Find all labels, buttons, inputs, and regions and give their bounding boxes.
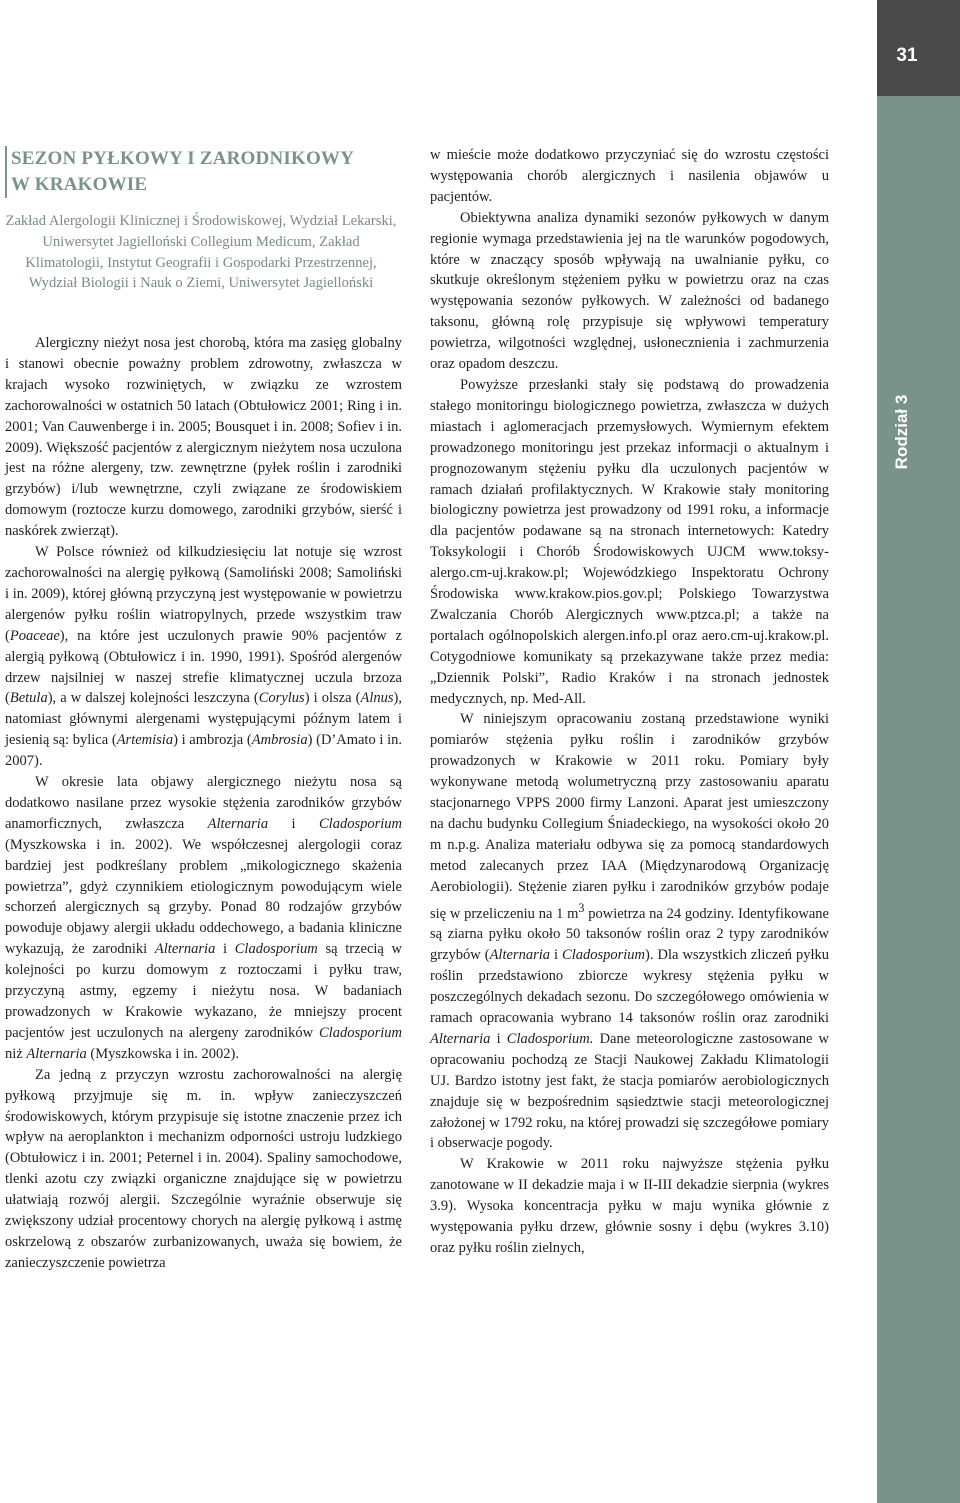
taxon-name: Alternaria bbox=[489, 947, 550, 964]
paragraph: Powyższe przesłanki stały się podstawą do prowadzenia stałego monitoringu biologicznego powietrza, zwłaszcza w dużych miastach i aglomeracjach przemysłowych. Wymiernym efektem prowadzonego monitoringu jest przekaz informacji o aktualnym i prognozowanym stężeniu pyłku dla uczulonych pacjentów w ramach działań profilaktycznych. W Krakowie stały monitoring biologiczny powietrza jest prowadzony od 1991 roku, a informacje dla pacjentów podawane są na stronach internetowych: Katedry Toksykologii i Chorób Środowiskowych UJCM www.toksy-alergo.cm-uj.krakow.pl; Wojewódzkiego Inspektoratu Ochrony Środowiska www.krakow.pios.gov.pl; Polskiego Towarzystwa Zwalczania Chorób Alergicznych www.ptzca.pl; a także na portalach ogólnopolskich alergen.info.pl oraz aero.cm-uj.krakow.pl. Cotygodniowe komunikaty są przekazywane także przez media: „Dziennik Polski”, Radio Kraków i na stronach jednostek medycznych, np. Med-All. bbox=[430, 376, 829, 707]
taxon-name: Cladosporium. bbox=[506, 1030, 594, 1047]
paragraph: W Krakowie w 2011 roku najwyższe stężenia pyłku zanotowane w II dekadzie maja i w II-III dekadzie sierpnia (wykres 3.9). Wysoka koncentracja pyłku w maju wynika głównie z występowania pyłku drzew, głównie sosny i dębu (wykres 3.10) oraz pyłku roślin zielnych, bbox=[430, 1156, 829, 1256]
taxon-name: Alternaria bbox=[207, 815, 269, 832]
paragraph: W okresie lata objawy alergicznego nieżytu nosa są dodatkowo nasilane przez wysokie stężenia zarodników grzybów anamorficznych, zwłaszcza Alternaria i Cladosporium (Myszkowska i in. 2002). We współczesnej alergologii coraz bardziej jest podkreślany problem „mikologicznego skażenia powietrza”, gdyż czynnikiem etiologicznym powodującym wiele schorzeń alergicznych są grzyby. Ponad 80 rodzajów grzybów powoduje objawy alergii układu oddechowego, a badania kliniczne wykazują, że zarodniki Alternaria i Cladosporium są trzecią w kolejności po kurzu domowym z roztoczami i pyłku traw, przyczyną astmy, egzemy i nieżytu nosa. W badaniach prowadzonych w Krakowie wykazano, że mniejszy procent pacjentów jest uczulonych na alergeny zarodników Cladosporium niż Alternaria (Myszkowska i in. 2002). bbox=[5, 774, 403, 1062]
taxon-name: Betula bbox=[9, 690, 48, 707]
taxon-name: Artemisia bbox=[116, 732, 174, 749]
right-column bbox=[430, 145, 829, 1259]
taxon-name: Alternaria bbox=[430, 1030, 491, 1047]
section-tab-label: Rodział 3 bbox=[892, 394, 911, 470]
taxon-name: Corylus bbox=[258, 690, 305, 707]
article-title-line-1: SEZON PYŁKOWY I ZARODNIKOWY bbox=[11, 148, 355, 169]
left-column bbox=[5, 333, 402, 1274]
taxon-name: Cladosporium bbox=[562, 947, 646, 964]
section-side-band bbox=[877, 96, 960, 1503]
taxon-name: Alnus bbox=[360, 690, 394, 707]
article-title-line-2: W KRAKOWIE bbox=[11, 174, 148, 195]
article-title bbox=[5, 146, 411, 198]
taxon-name: Cladosporium bbox=[319, 1024, 402, 1041]
paragraph: w mieście może dodatkowo przyczyniać się do wzrostu częstości występowania chorób alergicznych i nasilenia objawów u pacjentów. bbox=[430, 147, 829, 205]
affiliation: Zakład Alergologii Klinicznej i Środowiskowej, Wydział Lekarski, Uniwersytet Jagielloński Collegium Medicum, Zakład Klimatologii, Instytut Geografii i Gospodarki Przestrzennej, Wydział Biologii i Nauk o Ziemi, Uniwersytet Jagielloński bbox=[5, 213, 397, 292]
taxon-name: Cladosporium bbox=[319, 815, 403, 832]
superscript: 3 bbox=[578, 900, 585, 915]
taxon-name: Poaceae bbox=[9, 627, 60, 644]
paragraph: Za jedną z przyczyn wzrostu zachorowalności na alergię pyłkową przyjmuje się m. in. wpływ zanieczyszczeń środowiskowych, którym przypisuje się istotne znaczenie przez ich wpływ na aeroplankton i mechanizm odporności ustroju ludzkiego (Obtułowicz i in. 2001; Peternel i in. 2004). Spaliny samochodowe, tlenki azotu czy związki organiczne znajdujące się w powietrzu ułatwiają rozwój alergii. Szczególnie wyraźnie obserwuje się zwiększony udział procentowy chorych na alergię pyłkową i astmę oskrzelową z obszarów zurbanizowanych, uważa się bowiem, że zanieczyszczenie powietrza bbox=[5, 1066, 402, 1271]
taxon-name: Alternaria bbox=[154, 941, 216, 958]
taxon-name: Cladosporium bbox=[234, 941, 318, 958]
taxon-name: Alternaria bbox=[26, 1045, 87, 1062]
taxon-name: Ambrosia bbox=[251, 732, 308, 749]
paragraph: W Polsce również od kilkudziesięciu lat notuje się wzrost zachorowalności na alergię pyłkową (Samoliński 2008; Samoliński i in. 2009), której główną przyczyną jest występowanie w powietrzu alergenów pyłku roślin wiatropylnych, przede wszystkim traw (Poaceae), na które jest uczulonych prawie 90% pacjentów z alergią pyłkową (Obtułowicz i in. 1990, 1991). Spośród alergenów drzew najsilniej w naszej strefie klimatycznej uczula brzoza (Betula), a w dalszej kolejności leszczyna (Corylus) i olsza (Alnus), natomiast głównymi alergenami występującymi późnym latem i jesienią są: bylica (Artemisia) i ambrozja (Ambrosia) (D’Amato i in. 2007). bbox=[5, 544, 402, 770]
paragraph: W niniejszym opracowaniu zostaną przedstawione wyniki pomiarów stężenia pyłku roślin i zarodników grzybów prowadzonych w Krakowie w 2011 roku. Pomiary były wykonywane metodą wolumetryczną przy zastosowaniu aparatu stacjonarnego VPPS 2000 firmy Lanzoni. Aparat jest umieszczony na dachu budynku Collegium Śniadeckiego, na wysokości około 20 m n.p.g. Analiza materiału odbywa się za pomocą standardowych metod zalecanych przez IAA (Międzynarodową Organizację Aerobiologii). Stężenie ziaren pyłku i zarodników grzybów podaje się w przeliczeniu na 1 $m^3$ powietrza na 24 godziny. Identyfikowane są ziarna pyłku około 50 taksonów roślin oraz 2 typy zarodników grzybów (Alternaria i Cladosporium). Dla wszystkich zliczeń pyłku roślin przedstawiono zbiorcze wykresy stężenia pyłku w poszczególnych dekadach sezonu. Do szczegółowego omówienia w ramach opracowania wybrano 14 taksonów roślin oraz zarodniki Alternaria i Cladosporium. Dane meteorologiczne zastosowane w opracowaniu pochodzą ze Stacji Naukowej Zakładu Klimatologii UJ. Bardzo istotny jest fakt, że stacja pomiarów aerobiologicznych znajduje się w bezpośrednim sąsiedztwie stacji meteorologicznej założonej w 1792 roku, na której prowadzi się szczegółowe pomiary i obserwacje pogody. bbox=[430, 711, 830, 1152]
paragraph: Alergiczny nieżyt nosa jest chorobą, która ma zasięg globalny i stanowi obecnie poważny problem zdrowotny, zwłaszcza w krajach wysoko rozwiniętych, w związku ze wzrostem zachorowalności w ostatnich 50 latach (Obtułowicz 2001; Ring i in. 2001; Van Cauwenberge i in. 2005; Bousquet i in. 2008; Sofiev i in. 2009). Większość pacjentów z alergicznym nieżytem nosa uczulona jest na różne alergeny, tzw. zewnętrzne (pyłek roślin i zarodniki grzybów) i/lub wewnętrzne, czyli związane ze środowiskiem domowym (roztocze kurzu domowego, zarodniki grzybów, sierść i naskórek zwierząt). bbox=[5, 335, 402, 540]
page-number: 31 bbox=[896, 45, 918, 66]
paragraph: Obiektywna analiza dynamiki sezonów pyłkowych w danym regionie wymaga przedstawienia jej na tle warunków pogodowych, które w znaczący sposób wpływają na uwalnianie pyłku, co skutkuje określonym stężeniem pyłku w powietrzu oraz na czas występowania sezonów pyłkowych. W zależności od badanego taksonu, główną rolę przypisuje się wpływowi temperatury powietrza, wilgotności względnej, usłonecznienia i zachmurzenia oraz opadom deszczu. bbox=[430, 209, 829, 373]
